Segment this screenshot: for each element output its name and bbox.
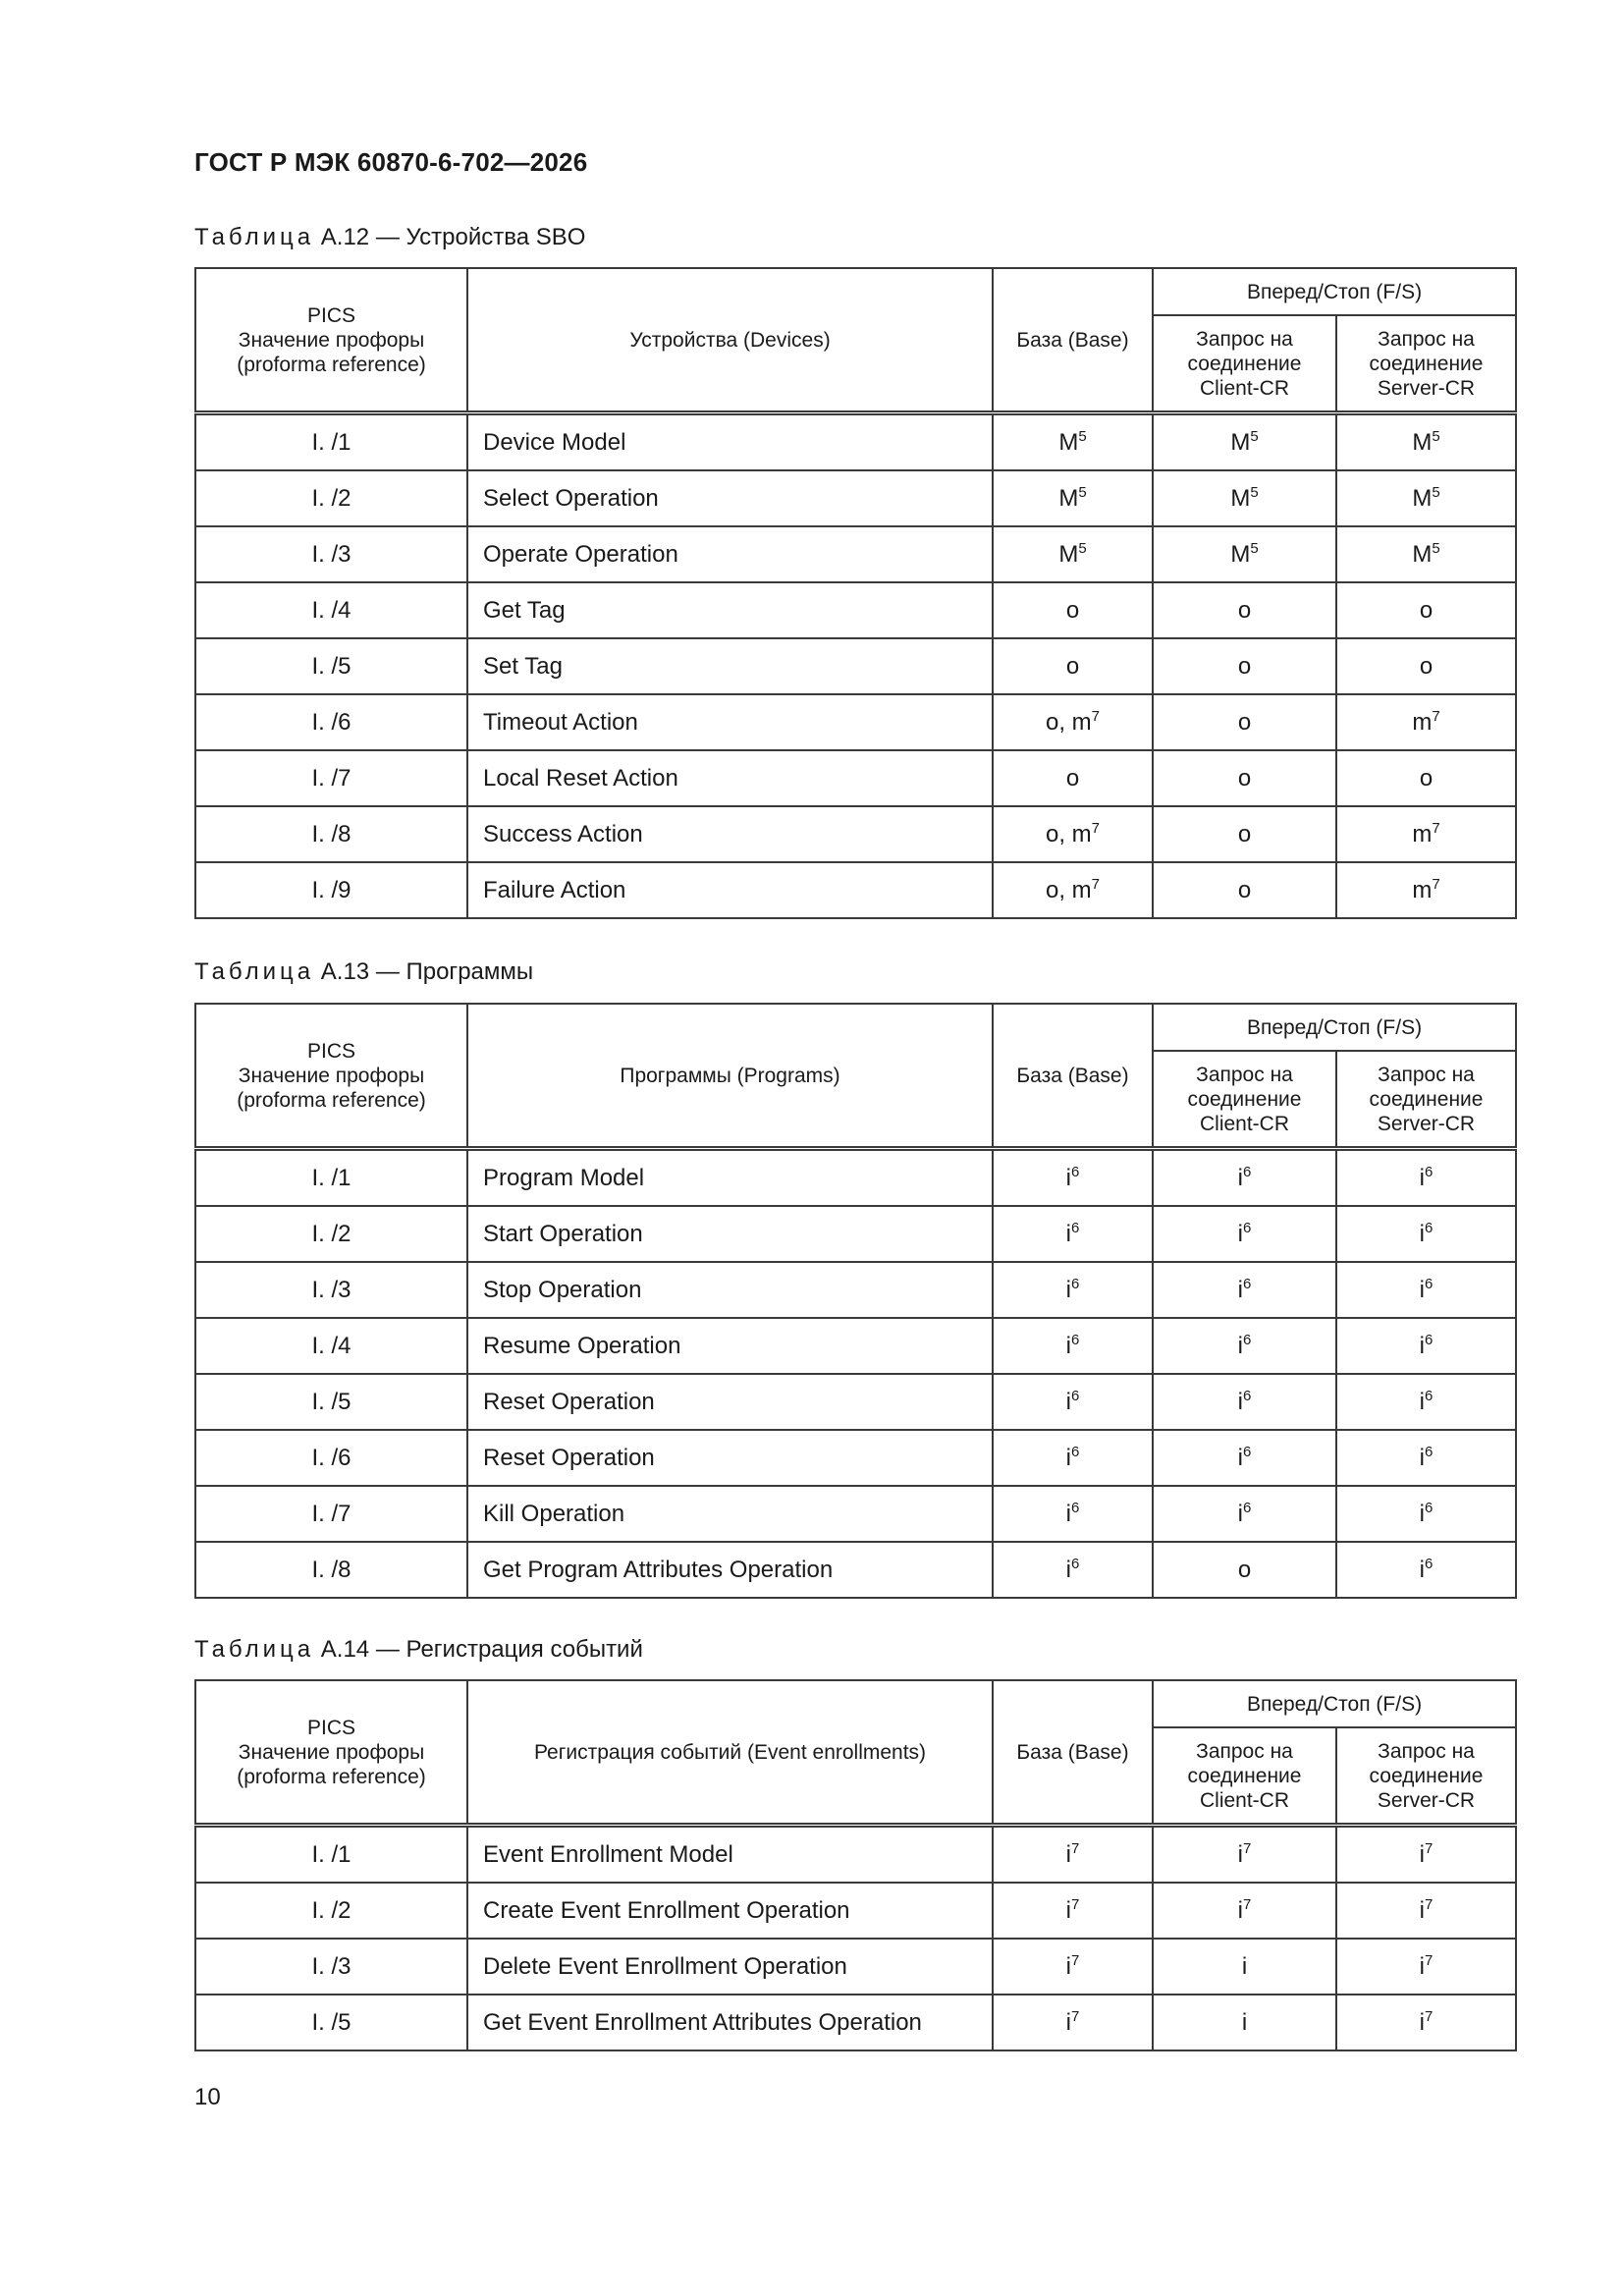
cell-ref: I. /5 [195,1995,467,2050]
table-row [195,1826,1516,1884]
cell-server: $i^7$ [1336,1826,1516,1884]
cell-server: $i^6$ [1336,1542,1516,1598]
table-row [195,582,1516,638]
table-caption [194,1636,643,1664]
header-devices: Устройства (Devices) [467,268,993,413]
cell-client: $i^7$ [1153,1826,1336,1884]
cell-ref: I. /7 [195,1486,467,1542]
table-row [195,1149,1516,1207]
table-row [195,1995,1516,2050]
header-fs: Вперед/Стоп (F/S) [1153,1004,1516,1051]
cell-server: o [1336,582,1516,638]
table-caption [194,958,533,986]
cell-base: o [993,582,1153,638]
cell-client: i [1153,1995,1336,2050]
cell-server: $i^7$ [1336,1883,1516,1939]
cell-ref: I. /5 [195,638,467,694]
cell-base: o [993,750,1153,806]
caption-word: Таблица [194,224,315,250]
cell-client: o [1153,694,1336,750]
cell-server: $M^5$ [1336,413,1516,471]
table-row [195,694,1516,750]
cell-client: $i^6$ [1153,1206,1336,1262]
cell-name: Event Enrollment Model [467,1826,993,1884]
cell-name: Reset Operation [467,1430,993,1486]
cell-client: o [1153,750,1336,806]
cell-ref: I. /2 [195,1206,467,1262]
cell-server: o [1336,638,1516,694]
caption-text: А.14 — Регистрация событий [320,1636,643,1663]
cell-server: $i^6$ [1336,1262,1516,1318]
caption-text: А.13 — Программы [320,958,534,985]
cell-base: $M^5$ [993,470,1153,526]
cell-name: Set Tag [467,638,993,694]
cell-server: $i^7$ [1336,1939,1516,1995]
cell-name: Start Operation [467,1206,993,1262]
header-base: База (Base) [993,1680,1153,1826]
table-row [195,1206,1516,1262]
table-row [195,750,1516,806]
table-a14 [194,1679,1517,2051]
header-server-cr: Запрос на соединение Server-CR [1336,1727,1516,1826]
table-row [195,862,1516,918]
cell-client: $i^6$ [1153,1430,1336,1486]
caption-word: Таблица [194,958,315,985]
cell-base: $i^6$ [993,1374,1153,1430]
cell-base: $i^6$ [993,1318,1153,1374]
cell-client: o [1153,862,1336,918]
cell-base: $i^7$ [993,1883,1153,1939]
caption-word: Таблица [194,1636,315,1663]
cell-base: $i^7$ [993,1995,1153,2050]
table-row [195,638,1516,694]
cell-ref: I. /4 [195,1318,467,1374]
cell-client: $i^6$ [1153,1486,1336,1542]
cell-base: $i^6$ [993,1262,1153,1318]
header-server-cr: Запрос на соединение Server-CR [1336,1051,1516,1149]
cell-ref: I. /1 [195,413,467,471]
cell-client: o [1153,806,1336,862]
cell-ref: I. /4 [195,582,467,638]
cell-server: $i^6$ [1336,1206,1516,1262]
cell-base: $M^5$ [993,526,1153,582]
header-fs: Вперед/Стоп (F/S) [1153,268,1516,315]
cell-client: $M^5$ [1153,526,1336,582]
cell-name: Operate Operation [467,526,993,582]
header-server-cr: Запрос на соединение Server-CR [1336,315,1516,413]
cell-name: Success Action [467,806,993,862]
cell-name: Kill Operation [467,1486,993,1542]
header-base: База (Base) [993,1004,1153,1149]
cell-ref: I. /6 [195,1430,467,1486]
header-client-cr: Запрос на соединение Client-CR [1153,315,1336,413]
header-event-enrollments: Регистрация событий (Event enrollments) [467,1680,993,1826]
cell-base: $i^6$ [993,1206,1153,1262]
cell-base: $i^7$ [993,1826,1153,1884]
header-client-cr: Запрос на соединение Client-CR [1153,1727,1336,1826]
table-row [195,1430,1516,1486]
cell-name: Create Event Enrollment Operation [467,1883,993,1939]
cell-name: Get Tag [467,582,993,638]
cell-name: Get Program Attributes Operation [467,1542,993,1598]
cell-client: $i^6$ [1153,1374,1336,1430]
header-pics: PICS Значение профоры (proforma reference) [195,1680,467,1826]
cell-server: $i^6$ [1336,1149,1516,1207]
header-fs: Вперед/Стоп (F/S) [1153,1680,1516,1727]
cell-ref: I. /9 [195,862,467,918]
cell-base: o, $m^7$ [993,862,1153,918]
cell-ref: I. /3 [195,526,467,582]
header-base: База (Base) [993,268,1153,413]
cell-server: o [1336,750,1516,806]
table-row [195,526,1516,582]
cell-name: Delete Event Enrollment Operation [467,1939,993,1995]
cell-ref: I. /1 [195,1826,467,1884]
table-row [195,470,1516,526]
cell-base: $i^6$ [993,1542,1153,1598]
cell-ref: I. /5 [195,1374,467,1430]
cell-server: $i^6$ [1336,1486,1516,1542]
cell-name: Failure Action [467,862,993,918]
cell-name: Reset Operation [467,1374,993,1430]
table-row [195,806,1516,862]
page-number: 10 [194,2084,221,2110]
table-row [195,1262,1516,1318]
table-a12 [194,267,1517,919]
cell-ref: I. /8 [195,806,467,862]
cell-base: $i^6$ [993,1149,1153,1207]
cell-client: i [1153,1939,1336,1995]
cell-client: o [1153,638,1336,694]
cell-server: $m^7$ [1336,806,1516,862]
table-caption [194,224,585,251]
header-pics: PICS Значение профоры (proforma reference) [195,1004,467,1149]
header-client-cr: Запрос на соединение Client-CR [1153,1051,1336,1149]
table-row [195,1542,1516,1598]
cell-ref: I. /8 [195,1542,467,1598]
cell-server: $i^6$ [1336,1430,1516,1486]
cell-server: $i^6$ [1336,1374,1516,1430]
cell-name: Stop Operation [467,1262,993,1318]
cell-base: o, $m^7$ [993,694,1153,750]
cell-client: $M^5$ [1153,470,1336,526]
header-pics: PICS Значение профоры (proforma reference) [195,268,467,413]
cell-server: $M^5$ [1336,526,1516,582]
cell-client: $i^6$ [1153,1149,1336,1207]
cell-base: $i^7$ [993,1939,1153,1995]
cell-client: $i^6$ [1153,1262,1336,1318]
cell-client: $M^5$ [1153,413,1336,471]
header-programs: Программы (Programs) [467,1004,993,1149]
cell-ref: I. /2 [195,470,467,526]
cell-ref: I. /6 [195,694,467,750]
cell-name: Program Model [467,1149,993,1207]
cell-server: $i^7$ [1336,1995,1516,2050]
cell-name: Timeout Action [467,694,993,750]
cell-ref: I. /2 [195,1883,467,1939]
cell-server: $M^5$ [1336,470,1516,526]
cell-base: o, $m^7$ [993,806,1153,862]
cell-server: $m^7$ [1336,862,1516,918]
table-row [195,1486,1516,1542]
cell-ref: I. /3 [195,1939,467,1995]
document-header: ГОСТ Р МЭК 60870-6-702—2026 [194,147,588,177]
cell-client: o [1153,1542,1336,1598]
table-row [195,1883,1516,1939]
table-row [195,1374,1516,1430]
cell-ref: I. /1 [195,1149,467,1207]
caption-text: А.12 — Устройства SBO [320,224,586,250]
cell-base: $i^6$ [993,1430,1153,1486]
table-row [195,413,1516,471]
cell-base: o [993,638,1153,694]
cell-base: $i^6$ [993,1486,1153,1542]
cell-name: Device Model [467,413,993,471]
cell-name: Get Event Enrollment Attributes Operation [467,1995,993,2050]
cell-name: Select Operation [467,470,993,526]
cell-ref: I. /7 [195,750,467,806]
cell-name: Local Reset Action [467,750,993,806]
cell-client: o [1153,582,1336,638]
cell-client: $i^7$ [1153,1883,1336,1939]
cell-client: $i^6$ [1153,1318,1336,1374]
table-row [195,1318,1516,1374]
table-a13 [194,1003,1517,1599]
table-row [195,1939,1516,1995]
cell-server: $i^6$ [1336,1318,1516,1374]
cell-server: $m^7$ [1336,694,1516,750]
cell-name: Resume Operation [467,1318,993,1374]
cell-base: $M^5$ [993,413,1153,471]
cell-ref: I. /3 [195,1262,467,1318]
